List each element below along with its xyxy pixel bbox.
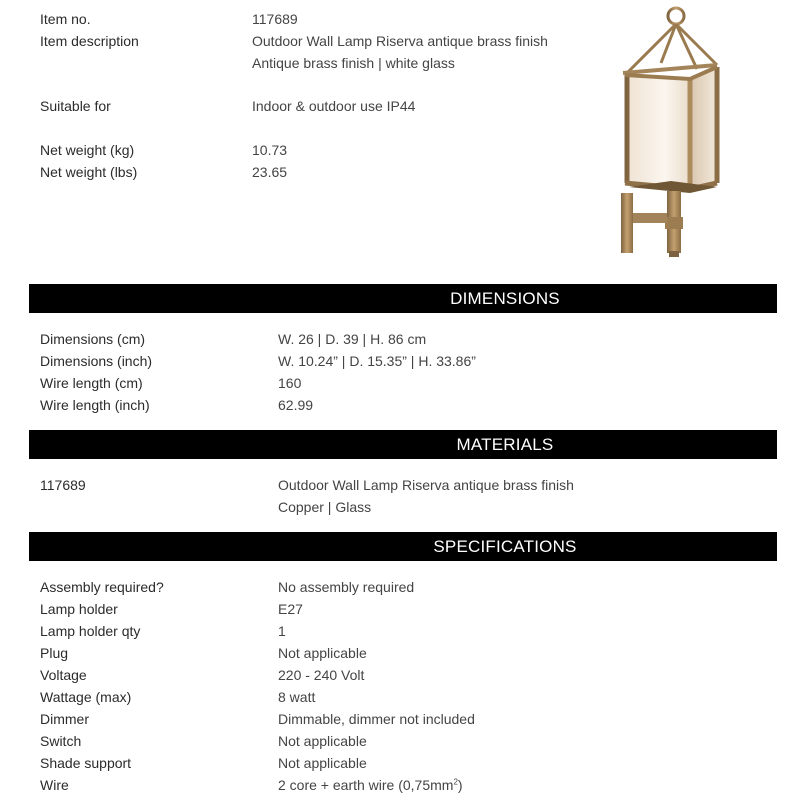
wire-superscript: 2 [453, 777, 458, 787]
dimensions-header-label: DIMENSIONS [450, 289, 560, 308]
spec-value: 220 - 240 Volt [278, 667, 365, 683]
wall-lamp-icon [605, 5, 735, 260]
spec-value: Dimmable, dimmer not included [278, 711, 475, 727]
spec-value: E27 [278, 601, 303, 617]
dimension-value: 160 [278, 375, 302, 391]
spec-label: Lamp holder [40, 601, 118, 617]
spec-label: Switch [40, 733, 82, 749]
specifications-header [29, 532, 777, 561]
item-description-label: Item description [40, 33, 139, 49]
materials-header [29, 430, 777, 459]
dimensions-header [29, 284, 777, 313]
spec-value: 8 watt [278, 689, 316, 705]
spec-label: Wattage (max) [40, 689, 132, 705]
spec-label: Dimmer [40, 711, 89, 727]
suitable-value: Indoor & outdoor use IP44 [252, 98, 416, 114]
spec-label: Assembly required? [40, 579, 164, 595]
materials-line1: Outdoor Wall Lamp Riserva antique brass finish [278, 477, 574, 493]
dimension-label: Dimensions (inch) [40, 353, 153, 369]
weight-kg-value: 10.73 [252, 142, 288, 158]
spec-label-wire: Wire [40, 777, 69, 793]
item-description-line1: Outdoor Wall Lamp Riserva antique brass finish [252, 33, 548, 49]
spec-value: Not applicable [278, 755, 367, 771]
spec-value: 1 [278, 623, 286, 639]
spec-label: Lamp holder qty [40, 623, 141, 639]
dimension-label: Wire length (cm) [40, 375, 143, 391]
item-no-label: Item no. [40, 11, 91, 27]
spec-value: Not applicable [278, 645, 367, 661]
weight-lbs-label: Net weight (lbs) [40, 164, 138, 180]
dimension-value: W. 10.24” | D. 15.35” | H. 33.86” [278, 353, 476, 369]
materials-header-label: MATERIALS [456, 435, 554, 454]
spec-label: Plug [40, 645, 69, 661]
weight-lbs-value: 23.65 [252, 164, 288, 180]
spec-value-wire [278, 774, 463, 796]
weight-kg-label: Net weight (kg) [40, 142, 135, 158]
materials-line2: Copper | Glass [278, 499, 372, 515]
suitable-label: Suitable for [40, 98, 111, 114]
spec-label: Shade support [40, 755, 132, 771]
dimension-value: W. 26 | D. 39 | H. 86 cm [278, 331, 427, 347]
wire-close: ) [457, 777, 463, 793]
item-no-value: 117689 [252, 11, 298, 27]
dimension-label: Dimensions (cm) [40, 331, 146, 347]
spec-value: Not applicable [278, 733, 367, 749]
item-description-line2: Antique brass finish | white glass [252, 55, 455, 71]
dimension-label: Wire length (inch) [40, 397, 150, 413]
spec-value: No assembly required [278, 579, 415, 595]
materials-item: 117689 [40, 477, 86, 493]
wire-text: 2 core + earth wire (0,75mm [278, 777, 454, 793]
specifications-header-label: SPECIFICATIONS [433, 537, 577, 556]
spec-label: Voltage [40, 667, 87, 683]
dimension-value: 62.99 [278, 397, 314, 413]
